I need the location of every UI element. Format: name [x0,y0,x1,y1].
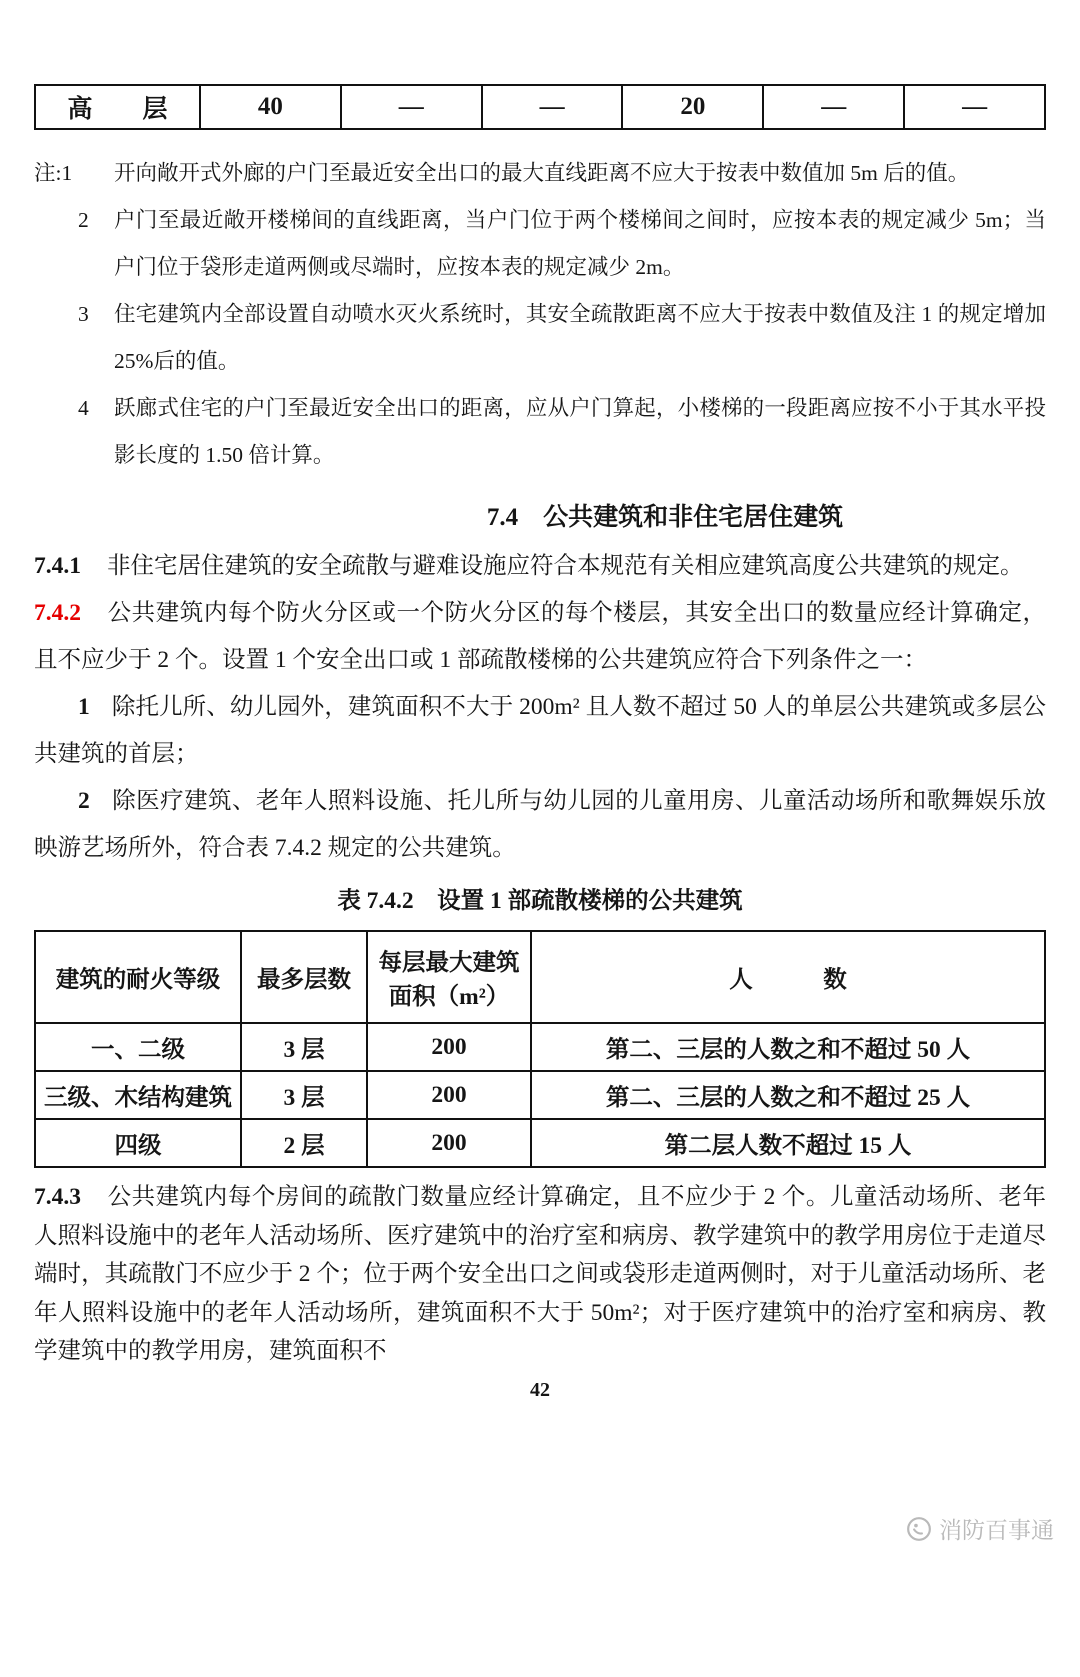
clause-7-4-2-item-1 [34,684,1046,778]
table-cell: — [763,85,904,129]
note-item [34,385,1046,479]
table-cell: 200 [367,1023,531,1071]
page-number: 42 [530,1378,550,1401]
table-cell: 3 层 [241,1071,367,1119]
table-row [35,1071,1045,1119]
note-item [34,197,1046,291]
table-cell: — [482,85,623,129]
residential-distance-table [34,84,1046,130]
item-number: 2 [78,788,90,814]
item-text: 除托儿所、幼儿园外，建筑面积不大于 200m² 且人数不超过 50 人的单层公共建筑或多层公共建筑的首层； [34,694,1046,767]
clause-text: 公共建筑内每个房间的疏散门数量应经计算确定，且不应少于 2 个。儿童活动场所、老年人照料设施中的老年人活动场所、医疗建筑中的治疗室和病房、教学建筑中的教学用房位于走道尽端时，其疏散门不应少于 2 个；位于两个安全出口之间或袋形走道两侧时，对于儿童活动场所、老年人照料设施中的老年人活动场所，建筑面积不大于 50m²；对于医疗建筑中的治疗室和病房、教学建筑中的教学用房，建筑面积不 [34,1184,1046,1364]
note-label: 2 [78,208,89,232]
note-label: 4 [78,396,89,420]
table-cell: 第二层人数不超过 15 人 [531,1119,1045,1167]
note-label: 3 [78,302,89,326]
table-7-4-2-title: 表 7.4.2 设置 1 部疏散楼梯的公共建筑 [337,888,743,914]
note-text: 户门至最近敞开楼梯间的直线距离，当户门位于两个楼梯间之间时，应按本表的规定减少 5m；当户门位于袋形走道两侧或尽端时，应按本表的规定减少 2m。 [114,208,1046,279]
table-cell: 2 层 [241,1119,367,1167]
clause-number: 7.4.2 [34,600,81,626]
clause-text: 非住宅居住建筑的安全疏散与避难设施应符合本规范有关相应建筑高度公共建筑的规定。 [107,553,1024,579]
clause-7-4-1 [34,543,1046,590]
header-cell: 每层最大建筑面积（m²） [367,931,531,1023]
table-cell: 40 [200,85,341,129]
header-cell: 人 数 [531,931,1045,1023]
notes-section [34,150,1046,479]
header-cell: 最多层数 [241,931,367,1023]
watermark-text: 消防百事通 [939,1517,1054,1543]
clause-7-4-2-item-2 [34,778,1046,872]
note-text: 跃廊式住宅的户门至最近安全出口的距离，应从户门算起，小楼梯的一段距离应按不小于其水平投影长度的 1.50 倍计算。 [114,396,1046,467]
table-cell: 第二、三层的人数之和不超过 25 人 [531,1071,1045,1119]
clause-7-4-2 [34,590,1046,684]
table-cell: 200 [367,1071,531,1119]
table-cell: 第二、三层的人数之和不超过 50 人 [531,1023,1045,1071]
section-heading: 7.4 公共建筑和非住宅居住建筑 [486,504,844,531]
table-cell: 200 [367,1119,531,1167]
note-item [34,291,1046,385]
clause-number: 7.4.3 [34,1184,81,1210]
table-row [35,85,1045,129]
clause-7-4-3 [34,1178,1046,1371]
note-text: 住宅建筑内全部设置自动喷水灭火系统时，其安全疏散距离不应大于按表中数值及注 1 的规定增加 25%后的值。 [114,302,1046,373]
item-text: 除医疗建筑、老年人照料设施、托儿所与幼儿园的儿童用房、儿童活动场所和歌舞娱乐放映游艺场所外，符合表 7.4.2 规定的公共建筑。 [34,788,1046,861]
note-item [34,150,1046,197]
table-cell: 一、二级 [35,1023,241,1071]
note-text: 开向敞开式外廊的户门至最近安全出口的最大直线距离不应大于按表中数值加 5m 后的值。 [114,161,970,185]
table-cell: 三级、木结构建筑 [35,1071,241,1119]
table-header-row [35,931,1045,1023]
table-row [35,1119,1045,1167]
table-row [35,1023,1045,1071]
header-cell: 建筑的耐火等级 [35,931,241,1023]
table-cell-category: 高 层 [35,85,200,129]
table-cell: 四级 [35,1119,241,1167]
table-7-4-2 [34,930,1046,1168]
watermark-logo-icon [906,1516,932,1542]
note-label: 注:1 [34,161,73,185]
table-cell: 20 [622,85,763,129]
table-cell: — [904,85,1045,129]
watermark [906,1512,1054,1545]
item-number: 1 [78,694,90,720]
clause-number: 7.4.1 [34,553,81,579]
clause-text: 公共建筑内每个防火分区或一个防火分区的每个楼层，其安全出口的数量应经计算确定，且不应少于 2 个。设置 1 个安全出口或 1 部疏散楼梯的公共建筑应符合下列条件之一： [34,600,1046,673]
table-cell: 3 层 [241,1023,367,1071]
table-cell: — [341,85,482,129]
